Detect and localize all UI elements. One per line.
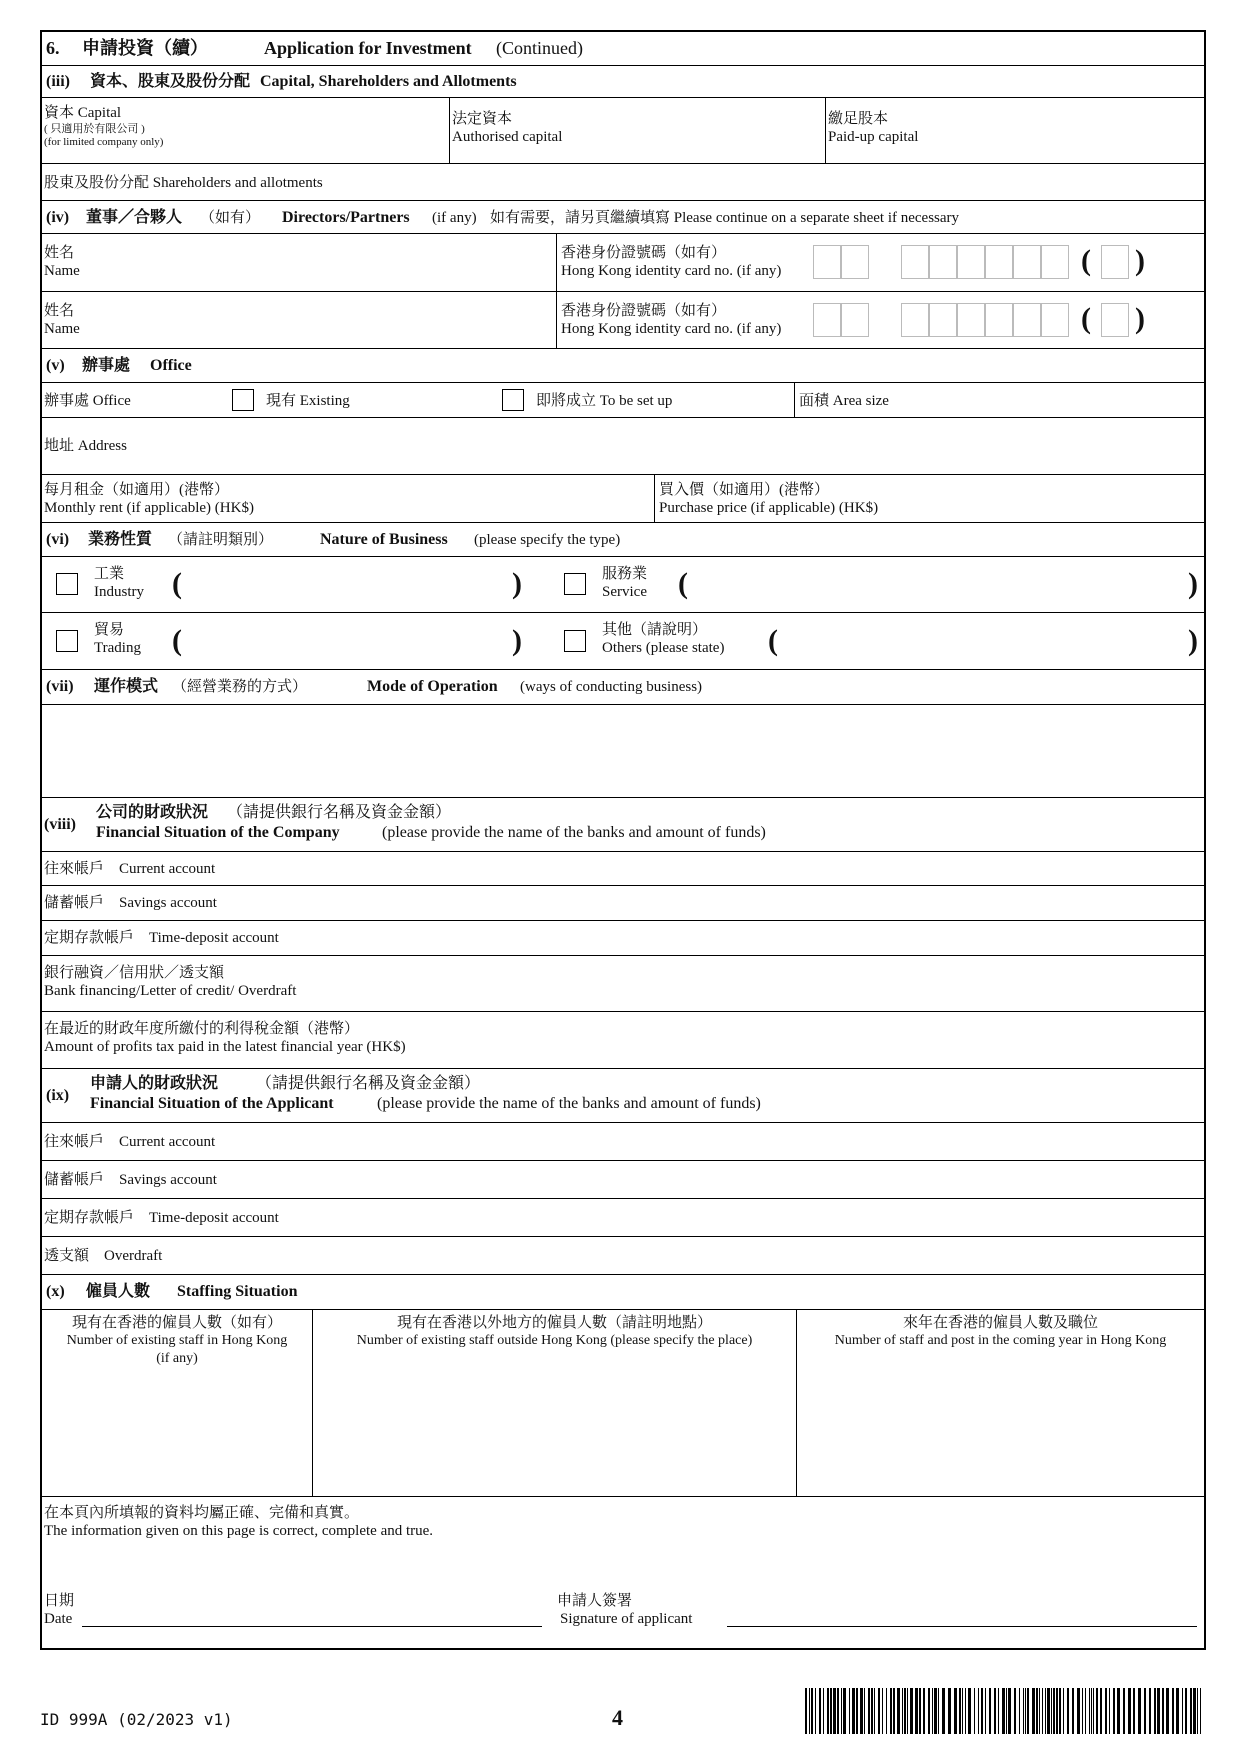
hkid-open-paren: ( [1081,244,1091,277]
company-time-deposit-field[interactable] [42,921,1204,956]
subsection-title-en-note: (ways of conducting business) [520,679,703,695]
area-size-label: 面積 Area size [799,393,889,409]
barcode-bar [954,1688,957,1734]
barcode-bar [890,1688,892,1734]
barcode-bar [1051,1688,1052,1734]
barcode-bar [1053,1688,1055,1734]
barcode-bar [994,1688,996,1734]
bank-financing-field[interactable] [42,956,1204,1012]
time-deposit-label: 定期存款帳戶 Time-deposit account [44,1210,279,1226]
director-row [42,292,1204,349]
trading-open-paren: ( [172,624,182,657]
applicant-overdraft-field[interactable] [42,1237,1204,1275]
barcode-bar [1109,1688,1110,1734]
company-current-account-field[interactable] [42,852,1204,886]
barcode-bar [998,1688,999,1734]
barcode-bar [1006,1688,1007,1734]
subsection-title-en-note: (if any) [432,210,477,226]
barcode-bar [1047,1688,1050,1734]
others-close-paren: ) [1188,624,1198,657]
barcode-bar [1149,1688,1151,1734]
barcode-bar [1025,1688,1026,1734]
hkid-open-paren: ( [1081,302,1091,335]
business-row-2 [42,613,1204,670]
director-hkid-cell [556,292,1204,348]
barcode-bar [1093,1688,1094,1734]
subsection-ix-header [42,1069,1204,1123]
mode-of-operation-field[interactable] [42,705,1204,798]
authorised-capital-field[interactable] [449,98,825,163]
staff-hk-existing-field[interactable] [42,1310,312,1496]
current-account-label: 往來帳戶 Current account [44,1134,216,1150]
barcode-bar [1096,1688,1098,1734]
office-status-row [42,383,1204,418]
barcode-bar [934,1688,937,1734]
subsection-viii-header [42,798,1204,852]
barcode-bar [985,1688,986,1734]
barcode-bar [830,1688,832,1734]
barcode-bar [1117,1688,1120,1734]
industry-label-zh: 工業 [94,566,125,582]
others-label-zh: 其他（請說明） [602,622,708,638]
subsection-number: (iv) [46,209,70,226]
barcode-bar [1144,1688,1146,1734]
service-open-paren: ( [678,567,688,600]
hkid-digit-box[interactable] [929,245,957,279]
staff-coming-year-field[interactable] [796,1310,1204,1496]
hkid-digit-box[interactable] [957,303,985,337]
staff-outside-label-zh: 現有在香港以外地方的僱員人數（請註明地點） [396,1315,712,1331]
barcode-bar [1193,1688,1196,1734]
barcode-bar [1027,1688,1029,1734]
subsection-number: (x) [46,1283,65,1300]
capital-note-zh: ( 只適用於有限公司 ) [44,123,145,135]
barcode-bar [1166,1688,1169,1734]
continue-note: 如有需要，請另頁繼續填寫 Please continue on a separate sheet if necessary [490,210,960,226]
barcode-bar [843,1688,846,1734]
declaration-zh: 在本頁內所填報的資料均屬正確、完備和真實。 [44,1505,360,1521]
rent-label-zh: 每月租金（如適用）(港幣） [44,482,229,498]
barcode-bar [910,1688,913,1734]
profits-tax-label-zh: 在最近的財政年度所繳付的利得稅金額（港幣） [44,1021,360,1037]
barcode-bar [938,1688,939,1734]
to-be-set-up-label: 即將成立 To be set up [536,393,673,409]
hkid-label-en: Hong Kong identity card no. (if any) [561,263,782,279]
barcode-bar [868,1688,870,1734]
industry-close-paren: ) [512,567,522,600]
barcode-bar [886,1688,887,1734]
service-close-paren: ) [1188,567,1198,600]
capital-label: 資本 Capital [44,105,122,121]
subsection-number: (ix) [46,1087,70,1104]
barcode-bar [893,1688,895,1734]
paid-up-capital-label-zh: 繳足股本 [828,111,889,127]
barcode-bar [1128,1688,1131,1734]
date-line[interactable] [82,1626,542,1627]
application-form [40,30,1206,1650]
section-number: 6. [46,38,60,58]
subsection-title-en: Financial Situation of the Applicant [90,1095,334,1112]
barcode-bar [959,1688,961,1734]
applicant-savings-account-field[interactable] [42,1161,1204,1199]
staff-outside-hk-field[interactable] [312,1310,796,1496]
barcode-bar [1154,1688,1156,1734]
barcode-bar [805,1688,807,1734]
paid-up-capital-label-en: Paid-up capital [828,129,919,145]
barcode-bar [1039,1688,1040,1734]
hkid-label-en: Hong Kong identity card no. (if any) [561,321,782,337]
barcode-bar [856,1688,858,1734]
rent-label-en: Monthly rent (if applicable) (HK$) [44,500,254,516]
barcode [805,1688,1205,1736]
capital-note-en: (for limited company only) [44,136,164,148]
name-label-zh: 姓名 [44,303,75,319]
barcode-bar [968,1688,971,1734]
subsection-title-zh-note: （請提供銀行名稱及資金金額） [227,804,452,821]
shareholders-field[interactable] [42,164,1204,201]
subsection-title-zh: 業務性質 [88,531,153,548]
barcode-bar [849,1688,850,1734]
price-label-zh: 買入價（如適用）(港幣） [659,482,829,498]
barcode-bar [902,1688,903,1734]
barcode-bar [1085,1688,1086,1734]
barcode-bar [1200,1688,1201,1734]
barcode-bar [823,1688,824,1734]
staff-hk-label-en-note: (if any) [156,1351,198,1366]
barcode-bar [1091,1688,1092,1734]
hkid-digit-box[interactable] [1041,245,1069,279]
barcode-bar [919,1688,921,1734]
subsection-title-en: Mode of Operation [367,678,498,695]
barcode-bar [1045,1688,1046,1734]
barcode-bar [1197,1688,1198,1734]
subsection-title-zh: 董事／合夥人 [86,209,183,226]
barcode-bar [942,1688,945,1734]
business-row-1 [42,557,1204,613]
barcode-bar [833,1688,836,1734]
trading-close-paren: ) [512,624,522,657]
subsection-iv-header [42,201,1204,234]
subsection-title-zh: 僱員人數 [86,1283,151,1300]
address-field[interactable] [42,418,1204,475]
applicant-current-account-field[interactable] [42,1123,1204,1161]
barcode-bar [1014,1688,1016,1734]
staffing-table [42,1310,1204,1497]
paid-up-capital-field[interactable] [825,98,1204,163]
barcode-bar [1190,1688,1192,1734]
barcode-bar [1067,1688,1069,1734]
barcode-bar [811,1688,813,1734]
barcode-bar [897,1688,900,1734]
barcode-bar [852,1688,855,1734]
staff-coming-label-en: Number of staff and post in the coming year in Hong Kong [834,1333,1167,1348]
subsection-number: (v) [46,357,65,374]
area-size-field[interactable] [794,383,1204,417]
subsection-number: (vi) [46,531,70,548]
subsection-title-zh-note: （請註明類別） [168,532,274,548]
hkid-digit-box[interactable] [985,245,1013,279]
barcode-bar [1056,1688,1058,1734]
barcode-bar [864,1688,865,1734]
hkid-letter-box[interactable] [813,303,841,337]
others-open-paren: ( [768,624,778,657]
trading-label-en: Trading [94,640,141,656]
barcode-bar [1089,1688,1090,1734]
hkid-close-paren: ) [1135,302,1145,335]
savings-account-label: 儲蓄帳戶 Savings account [44,895,217,911]
price-label-en: Purchase price (if applicable) (HK$) [659,500,879,516]
barcode-bar [1072,1688,1074,1734]
barcode-bar [1172,1688,1174,1734]
subsection-iii-header [42,66,1204,98]
subsection-number: (viii) [44,816,76,833]
subsection-title-en: Directors/Partners [282,209,410,226]
to-be-set-up-checkbox[interactable] [502,389,524,411]
barcode-bar [809,1688,810,1734]
purchase-price-field[interactable] [654,475,1204,522]
section-6-header [42,32,1204,66]
hkid-digit-box[interactable] [901,245,929,279]
barcode-bar [1185,1688,1187,1734]
hkid-digit-box[interactable] [1013,245,1041,279]
barcode-bar [841,1688,842,1734]
subsection-title-en-note: (please provide the name of the banks and amount of funds) [377,1095,761,1112]
subsection-title-en: Office [150,357,192,374]
barcode-bar [1082,1688,1083,1734]
hkid-label-zh: 香港身份證號碼（如有） [561,303,727,319]
staff-hk-label-en: Number of existing staff in Hong Kong [66,1333,288,1348]
barcode-bar [915,1688,918,1734]
staff-hk-label-zh: 現有在香港的僱員人數（如有） [71,1315,282,1331]
subsection-title-en: Nature of Business [320,531,448,548]
form-code: ID 999A (02/2023 v1) [40,1710,233,1729]
bank-financing-label-en: Bank financing/Letter of credit/ Overdraft [44,983,297,999]
hkid-digit-box[interactable] [1013,303,1041,337]
barcode-bar [904,1688,906,1734]
subsection-title-en: Staffing Situation [177,1283,298,1300]
barcode-bar [1042,1688,1043,1734]
others-checkbox[interactable] [564,630,586,652]
profits-tax-field[interactable] [42,1012,1204,1069]
hkid-close-paren: ) [1135,244,1145,277]
section-title-en: Application for Investment [264,38,472,58]
barcode-bar [932,1688,933,1734]
barcode-bar [1023,1688,1024,1734]
director-name-field[interactable] [42,234,556,291]
barcode-bar [923,1688,925,1734]
service-label-en: Service [602,584,647,600]
subsection-vii-header [42,670,1204,705]
name-label-en: Name [44,321,80,337]
hkid-digit-box[interactable] [1041,303,1069,337]
staff-coming-label-zh: 來年在香港的僱員人數及職位 [902,1315,1098,1331]
director-hkid-cell [556,234,1204,291]
subsection-title-zh-note: （經營業務的方式） [172,679,308,695]
subsection-title-zh-note: （請提供銀行名稱及資金金額） [256,1075,481,1092]
barcode-bar [1123,1688,1125,1734]
barcode-bar [1002,1688,1005,1734]
shareholders-label: 股東及股份分配 Shareholders and allotments [44,175,323,191]
others-label-en: Others (please state) [602,640,725,656]
director-name-field[interactable] [42,292,556,348]
barcode-bar [1133,1688,1135,1734]
date-label-zh: 日期 [44,1593,75,1609]
monthly-rent-field[interactable] [42,475,654,522]
service-label-zh: 服務業 [602,566,648,582]
barcode-bar [819,1688,821,1734]
industry-open-paren: ( [172,567,182,600]
address-label: 地址 Address [44,438,127,454]
trading-label-zh: 貿易 [94,622,125,638]
hkid-label-zh: 香港身份證號碼（如有） [561,245,727,261]
barcode-bar [1176,1688,1179,1734]
name-label-en: Name [44,263,80,279]
section-title-zh: 申請投資（續） [82,38,208,58]
applicant-time-deposit-field[interactable] [42,1199,1204,1237]
barcode-bar [1113,1688,1115,1734]
subsection-title-zh-note: （如有） [200,210,261,226]
trading-checkbox[interactable] [56,630,78,652]
authorised-capital-label-en: Authorised capital [452,129,563,145]
barcode-bar [827,1688,829,1734]
subsection-title-en: Capital, Shareholders and Allotments [260,73,517,90]
barcode-bar [1059,1688,1061,1734]
barcode-bar [871,1688,873,1734]
barcode-bar [1019,1688,1020,1734]
profits-tax-label-en: Amount of profits tax paid in the latest financial year (HK$) [44,1039,406,1055]
rent-price-row [42,475,1204,523]
hkid-digit-box[interactable] [985,303,1013,337]
current-account-label: 往來帳戶 Current account [44,861,216,877]
hkid-digit-box[interactable] [901,303,929,337]
barcode-bar [1162,1688,1164,1734]
subsection-vi-header [42,523,1204,557]
page-number: 4 [612,1705,623,1730]
service-checkbox[interactable] [564,573,586,595]
hkid-check-digit-box[interactable] [1101,303,1129,337]
bank-financing-label-zh: 銀行融資／信用狀／透支額 [44,965,225,981]
hkid-letter-box[interactable] [841,303,869,337]
barcode-bar [882,1688,883,1734]
subsection-title-zh: 申請人的財政狀況 [90,1075,219,1092]
subsection-x-header [42,1275,1204,1310]
subsection-title-zh: 資本、股東及股份分配 [90,73,251,90]
signature-line[interactable] [727,1626,1197,1627]
subsection-title-zh: 辦事處 [82,357,131,374]
existing-label: 現有 Existing [266,393,350,409]
declaration-en: The information given on this page is correct, complete and true. [44,1523,434,1539]
hkid-letter-box[interactable] [813,245,841,279]
subsection-number: (vii) [46,678,74,695]
time-deposit-label: 定期存款帳戶 Time-deposit account [44,930,279,946]
hkid-digit-box[interactable] [957,245,985,279]
overdraft-label: 透支額 Overdraft [44,1248,163,1264]
company-savings-account-field[interactable] [42,886,1204,921]
barcode-bar [815,1688,816,1734]
barcode-bar [1008,1688,1011,1734]
office-label: 辦事處 Office [44,393,131,409]
barcode-bar [837,1688,839,1734]
hkid-letter-box[interactable] [841,245,869,279]
barcode-bar [907,1688,908,1734]
subsection-title-en: Financial Situation of the Company [96,824,340,841]
barcode-bar [928,1688,930,1734]
barcode-bar [978,1688,979,1734]
barcode-bar [1032,1688,1035,1734]
staff-outside-label-en: Number of existing staff outside Hong Kong (please specify the place) [356,1333,753,1348]
date-label-en: Date [44,1611,73,1627]
barcode-bar [1105,1688,1107,1734]
subsection-title-zh: 公司的財政狀況 [96,804,209,821]
barcode-bar [962,1688,963,1734]
barcode-bar [1036,1688,1038,1734]
barcode-bar [989,1688,991,1734]
name-label-zh: 姓名 [44,245,75,261]
barcode-bar [878,1688,880,1734]
director-row [42,234,1204,292]
barcode-bar [1063,1688,1064,1734]
barcode-bar [974,1688,975,1734]
industry-label-en: Industry [94,584,144,600]
capital-cell [42,98,449,163]
barcode-bar [860,1688,863,1734]
savings-account-label: 儲蓄帳戶 Savings account [44,1172,217,1188]
barcode-bar [1157,1688,1160,1734]
subsection-v-header [42,349,1204,383]
subsection-title-en-note: (please specify the type) [474,532,621,548]
subsection-title-en-note: (please provide the name of the banks and amount of funds) [382,824,766,841]
barcode-bar [1138,1688,1141,1734]
existing-checkbox[interactable] [232,389,254,411]
subsection-number: (iii) [46,73,70,90]
subsection-title-zh: 運作模式 [94,678,159,695]
barcode-bar [1100,1688,1102,1734]
barcode-bar [874,1688,875,1734]
barcode-bar [1077,1688,1080,1734]
authorised-capital-label-zh: 法定資本 [452,111,513,127]
barcode-bar [981,1688,983,1734]
barcode-bar [1182,1688,1183,1734]
signature-label-zh: 申請人簽署 [557,1593,633,1609]
industry-checkbox[interactable] [56,573,78,595]
signature-label-en: Signature of applicant [560,1611,693,1627]
hkid-digit-box[interactable] [929,303,957,337]
barcode-bar [965,1688,966,1734]
section-title-continued: (Continued) [496,38,583,58]
barcode-bar [948,1688,951,1734]
hkid-check-digit-box[interactable] [1101,245,1129,279]
capital-row [42,98,1204,164]
